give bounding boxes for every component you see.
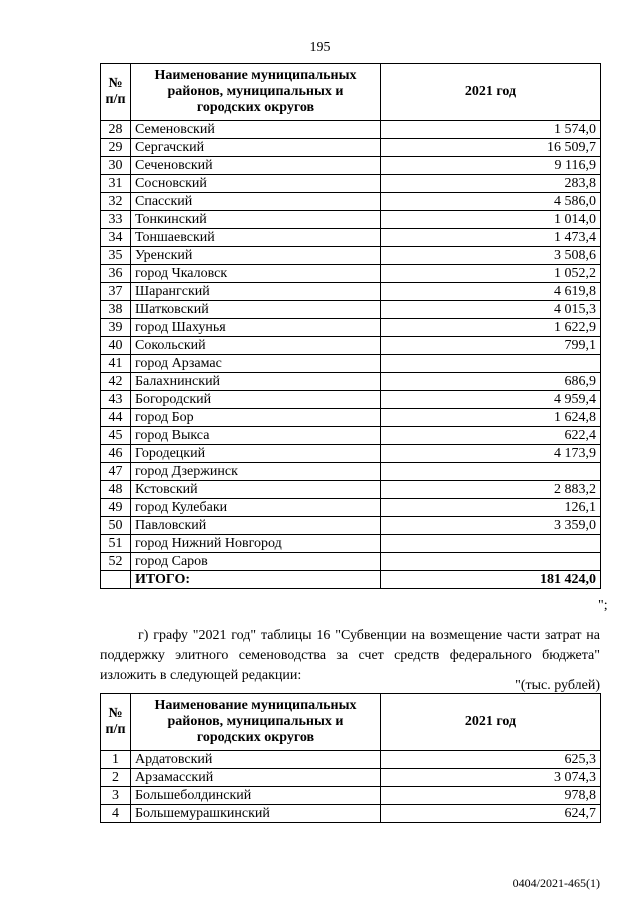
row-number: 28 (101, 121, 131, 139)
subsidy-table-16 (100, 693, 601, 823)
row-value: 622,4 (381, 427, 601, 445)
unit-note: "(тыс. рублей) (515, 678, 600, 693)
row-value: 1 624,8 (381, 409, 601, 427)
row-value: 1 014,0 (381, 211, 601, 229)
table-row (101, 121, 601, 139)
row-name: город Нижний Новгород (131, 535, 381, 553)
column-header-year: 2021 год (381, 694, 601, 751)
row-number: 34 (101, 229, 131, 247)
row-name: Тоншаевский (131, 229, 381, 247)
table-row (101, 319, 601, 337)
row-value: 1 574,0 (381, 121, 601, 139)
page-number: 195 (309, 40, 331, 55)
document-code: 0404/2021-465(1) (512, 876, 600, 890)
row-number: 29 (101, 139, 131, 157)
row-name: Шатковский (131, 301, 381, 319)
total-row (101, 571, 601, 589)
row-name: Павловский (131, 517, 381, 535)
row-value (381, 553, 601, 571)
row-number: 40 (101, 337, 131, 355)
row-name: Большемурашкинский (131, 805, 381, 823)
row-value (381, 463, 601, 481)
row-number: 48 (101, 481, 131, 499)
column-header-number: № п/п (101, 694, 131, 751)
row-name: Городецкий (131, 445, 381, 463)
row-value: 978,8 (381, 787, 601, 805)
table-row (101, 355, 601, 373)
row-value: 4 959,4 (381, 391, 601, 409)
row-name: город Саров (131, 553, 381, 571)
row-number: 47 (101, 463, 131, 481)
row-name: город Кулебаки (131, 499, 381, 517)
row-number: 36 (101, 265, 131, 283)
table-row (101, 463, 601, 481)
row-name: Шарангский (131, 283, 381, 301)
table-row (101, 301, 601, 319)
table-row (101, 769, 601, 787)
row-name: Сергачский (131, 139, 381, 157)
table-body (101, 121, 601, 589)
row-value: 1 052,2 (381, 265, 601, 283)
row-number: 42 (101, 373, 131, 391)
row-name: Семеновский (131, 121, 381, 139)
row-name: город Дзержинск (131, 463, 381, 481)
row-value: 126,1 (381, 499, 601, 517)
row-value: 4 619,8 (381, 283, 601, 301)
table-header-row (101, 64, 601, 121)
row-number: 52 (101, 553, 131, 571)
table-row (101, 553, 601, 571)
row-name: Кстовский (131, 481, 381, 499)
table-row (101, 481, 601, 499)
row-name: Уренский (131, 247, 381, 265)
table-row (101, 535, 601, 553)
row-value (381, 355, 601, 373)
total-label: ИТОГО: (131, 571, 381, 589)
row-value: 686,9 (381, 373, 601, 391)
row-name: Спасский (131, 193, 381, 211)
table-row (101, 337, 601, 355)
table-row (101, 409, 601, 427)
row-number: 45 (101, 427, 131, 445)
column-header-name: Наименование муниципальных районов, муниципальных и городских округов (131, 64, 381, 121)
column-header-number: № п/п (101, 64, 131, 121)
closing-quote: "; (598, 598, 608, 613)
column-header-name: Наименование муниципальных районов, муниципальных и городских округов (131, 694, 381, 751)
table-row (101, 805, 601, 823)
row-value: 625,3 (381, 751, 601, 769)
table-row (101, 787, 601, 805)
table-row (101, 247, 601, 265)
row-number: 3 (101, 787, 131, 805)
row-name: Сосновский (131, 175, 381, 193)
table-body (101, 751, 601, 823)
row-name: город Шахунья (131, 319, 381, 337)
row-value: 4 586,0 (381, 193, 601, 211)
table-row (101, 517, 601, 535)
row-number: 51 (101, 535, 131, 553)
row-number: 37 (101, 283, 131, 301)
row-value: 4 173,9 (381, 445, 601, 463)
row-name: город Арзамас (131, 355, 381, 373)
table-row (101, 175, 601, 193)
subsidy-table-continued (100, 63, 601, 589)
row-value: 3 074,3 (381, 769, 601, 787)
row-value: 3 359,0 (381, 517, 601, 535)
amendment-paragraph (100, 626, 600, 686)
row-number: 38 (101, 301, 131, 319)
row-value: 1 473,4 (381, 229, 601, 247)
row-name: город Бор (131, 409, 381, 427)
row-name: город Выкса (131, 427, 381, 445)
row-number: 49 (101, 499, 131, 517)
column-header-year: 2021 год (381, 64, 601, 121)
row-value: 16 509,7 (381, 139, 601, 157)
table-row (101, 373, 601, 391)
amendment-text: г) графу "2021 год" таблицы 16 "Субвенции на возмещение части затрат на поддержку элитного семеноводства за счет средств федерального бюджета" изложить в следующей редакции: (100, 628, 600, 683)
row-number: 2 (101, 769, 131, 787)
row-number: 39 (101, 319, 131, 337)
row-number: 41 (101, 355, 131, 373)
row-value: 624,7 (381, 805, 601, 823)
row-number: 30 (101, 157, 131, 175)
row-number: 33 (101, 211, 131, 229)
table-row (101, 445, 601, 463)
table-row (101, 193, 601, 211)
row-number: 32 (101, 193, 131, 211)
total-row-number (101, 571, 131, 589)
table-header-row (101, 694, 601, 751)
row-value: 799,1 (381, 337, 601, 355)
table-row (101, 229, 601, 247)
row-value (381, 535, 601, 553)
row-value: 283,8 (381, 175, 601, 193)
row-name: Сокольский (131, 337, 381, 355)
row-value: 3 508,6 (381, 247, 601, 265)
row-number: 1 (101, 751, 131, 769)
row-number: 46 (101, 445, 131, 463)
table-row (101, 211, 601, 229)
row-number: 4 (101, 805, 131, 823)
table-row (101, 283, 601, 301)
row-name: Сеченовский (131, 157, 381, 175)
row-number: 43 (101, 391, 131, 409)
table-row (101, 157, 601, 175)
row-name: город Чкаловск (131, 265, 381, 283)
row-value: 1 622,9 (381, 319, 601, 337)
row-name: Тонкинский (131, 211, 381, 229)
row-name: Богородский (131, 391, 381, 409)
row-value: 9 116,9 (381, 157, 601, 175)
row-value: 2 883,2 (381, 481, 601, 499)
table-row (101, 139, 601, 157)
row-number: 31 (101, 175, 131, 193)
table-row (101, 499, 601, 517)
table-row (101, 751, 601, 769)
row-number: 50 (101, 517, 131, 535)
row-name: Арзамасский (131, 769, 381, 787)
total-value: 181 424,0 (381, 571, 601, 589)
row-name: Балахнинский (131, 373, 381, 391)
table-row (101, 427, 601, 445)
table-row (101, 391, 601, 409)
row-number: 44 (101, 409, 131, 427)
row-number: 35 (101, 247, 131, 265)
table-row (101, 265, 601, 283)
row-name: Большеболдинский (131, 787, 381, 805)
row-value: 4 015,3 (381, 301, 601, 319)
row-name: Ардатовский (131, 751, 381, 769)
